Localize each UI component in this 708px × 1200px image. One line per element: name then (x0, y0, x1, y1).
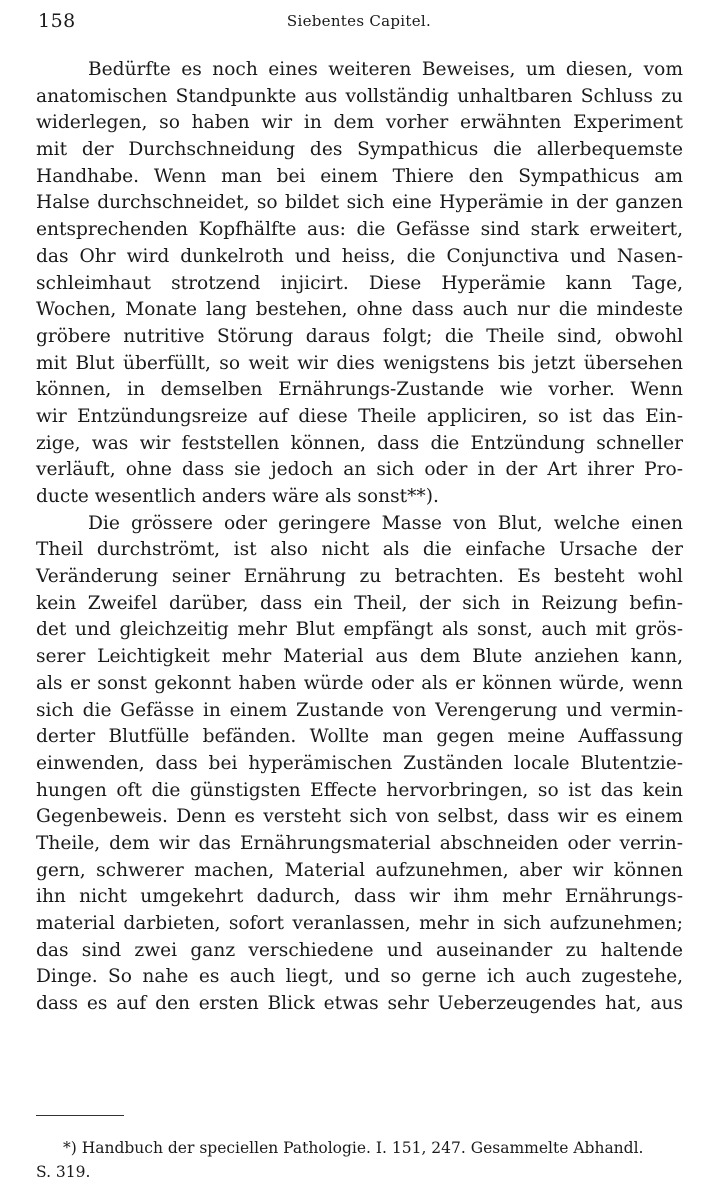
text-line: derter Blutfülle befänden. Wollte man gegen meine Auffassung (36, 726, 683, 748)
text-line: entsprechenden Kopfhälfte aus: die Gefässe sind stark erweitert, (36, 219, 683, 241)
running-head: Siebentes Capitel. (286, 12, 432, 30)
footnote (36, 1136, 686, 1184)
text-line: Die grössere oder geringere Masse von Blut, welche einen (88, 512, 683, 534)
text-line: als er sonst gekonnt haben würde oder als er können würde, wenn (36, 672, 683, 694)
text-line: material darbieten, sofort veranlassen, mehr in sich aufzunehmen; (36, 913, 683, 934)
text-line: hungen oft die günstigsten Effecte hervorbringen, so ist das kein (36, 779, 683, 801)
text-line: können, in demselben Ernährungs-Zustande wie vorher. Wenn (36, 379, 683, 401)
footnote-line: *) Handbuch der speciellen Pathologie. I. 151, 247. Gesammelte Abhandl. (63, 1139, 644, 1157)
footnote-line: S. 319. (36, 1163, 91, 1181)
text-line: sich die Gefässe in einem Zustande von Verengerung und vermin- (36, 699, 683, 721)
text-line: gröbere nutritive Störung daraus folgt; die Theile sind, obwohl (36, 325, 683, 347)
text-line: verläuft, ohne dass sie jedoch an sich oder in der Art ihrer Pro- (36, 459, 683, 481)
text-line: Wochen, Monate lang bestehen, ohne dass auch nur die mindeste (36, 299, 683, 321)
text-line: Dinge. So nahe es auch liegt, und so gerne ich auch zugestehe, (36, 966, 683, 988)
text-line: ducte wesentlich anders wäre als sonst**). (36, 486, 439, 507)
text-line: ihn nicht umgekehrt dadurch, dass wir ihm mehr Ernährungs- (36, 886, 683, 908)
text-line: Bedürfte es noch eines weiteren Beweises, um diesen, vom (88, 59, 683, 80)
text-line: Handhabe. Wenn man bei einem Thiere den Sympathicus am (36, 165, 683, 187)
text-line: schleimhaut strotzend injicirt. Diese Hyperämie kann Tage, (36, 272, 683, 294)
page-number: 158 (38, 10, 76, 32)
text-line: det und gleichzeitig mehr Blut empfängt als sonst, auch mit grös- (36, 619, 683, 641)
text-line: das sind zwei ganz verschiedene und auseinander zu haltende (36, 939, 683, 961)
text-line: dass es auf den ersten Blick etwas sehr Ueberzeugendes hat, aus (36, 993, 683, 1015)
page-header (38, 10, 680, 36)
text-line: Gegenbeweis. Denn es versteht sich von selbst, dass wir es einem (36, 806, 683, 828)
footnote-divider (36, 1115, 124, 1116)
text-line: Veränderung seiner Ernährung zu betrachten. Es besteht wohl (36, 566, 683, 588)
text-line: Theil durchströmt, ist also nicht als die einfache Ursache der (36, 539, 683, 561)
text-line: einwenden, dass bei hyperämischen Zuständen locale Blutentzie- (36, 752, 683, 774)
text-line: kein Zweifel darüber, dass ein Theil, der sich in Reizung befin- (36, 592, 683, 614)
text-line: gern, schwerer machen, Material aufzunehmen, aber wir können (36, 859, 683, 881)
text-line: mit Blut überfüllt, so weit wir dies wenigstens bis jetzt übersehen (36, 352, 683, 374)
text-line: Theile, dem wir das Ernährungsmaterial abschneiden oder verrin- (36, 832, 683, 854)
text-line: das Ohr wird dunkelroth und heiss, die Conjunctiva und Nasen- (36, 245, 683, 267)
text-line: zige, was wir feststellen können, dass die Entzündung schneller (36, 432, 683, 454)
text-line: widerlegen, so haben wir in dem vorher erwähnten Experiment (36, 112, 683, 134)
text-line: mit der Durchschneidung des Sympathicus die allerbequemste (36, 139, 683, 161)
text-line: Halse durchschneidet, so bildet sich eine Hyperämie in der ganzen (36, 192, 683, 214)
body-text (36, 57, 683, 1018)
text-line: anatomischen Standpunkte aus vollständig unhaltbaren Schluss zu (36, 85, 683, 107)
text-line: wir Entzündungsreize auf diese Theile appliciren, so ist das Ein- (36, 405, 683, 427)
text-line: serer Leichtigkeit mehr Material aus dem Blute anziehen kann, (36, 646, 683, 668)
